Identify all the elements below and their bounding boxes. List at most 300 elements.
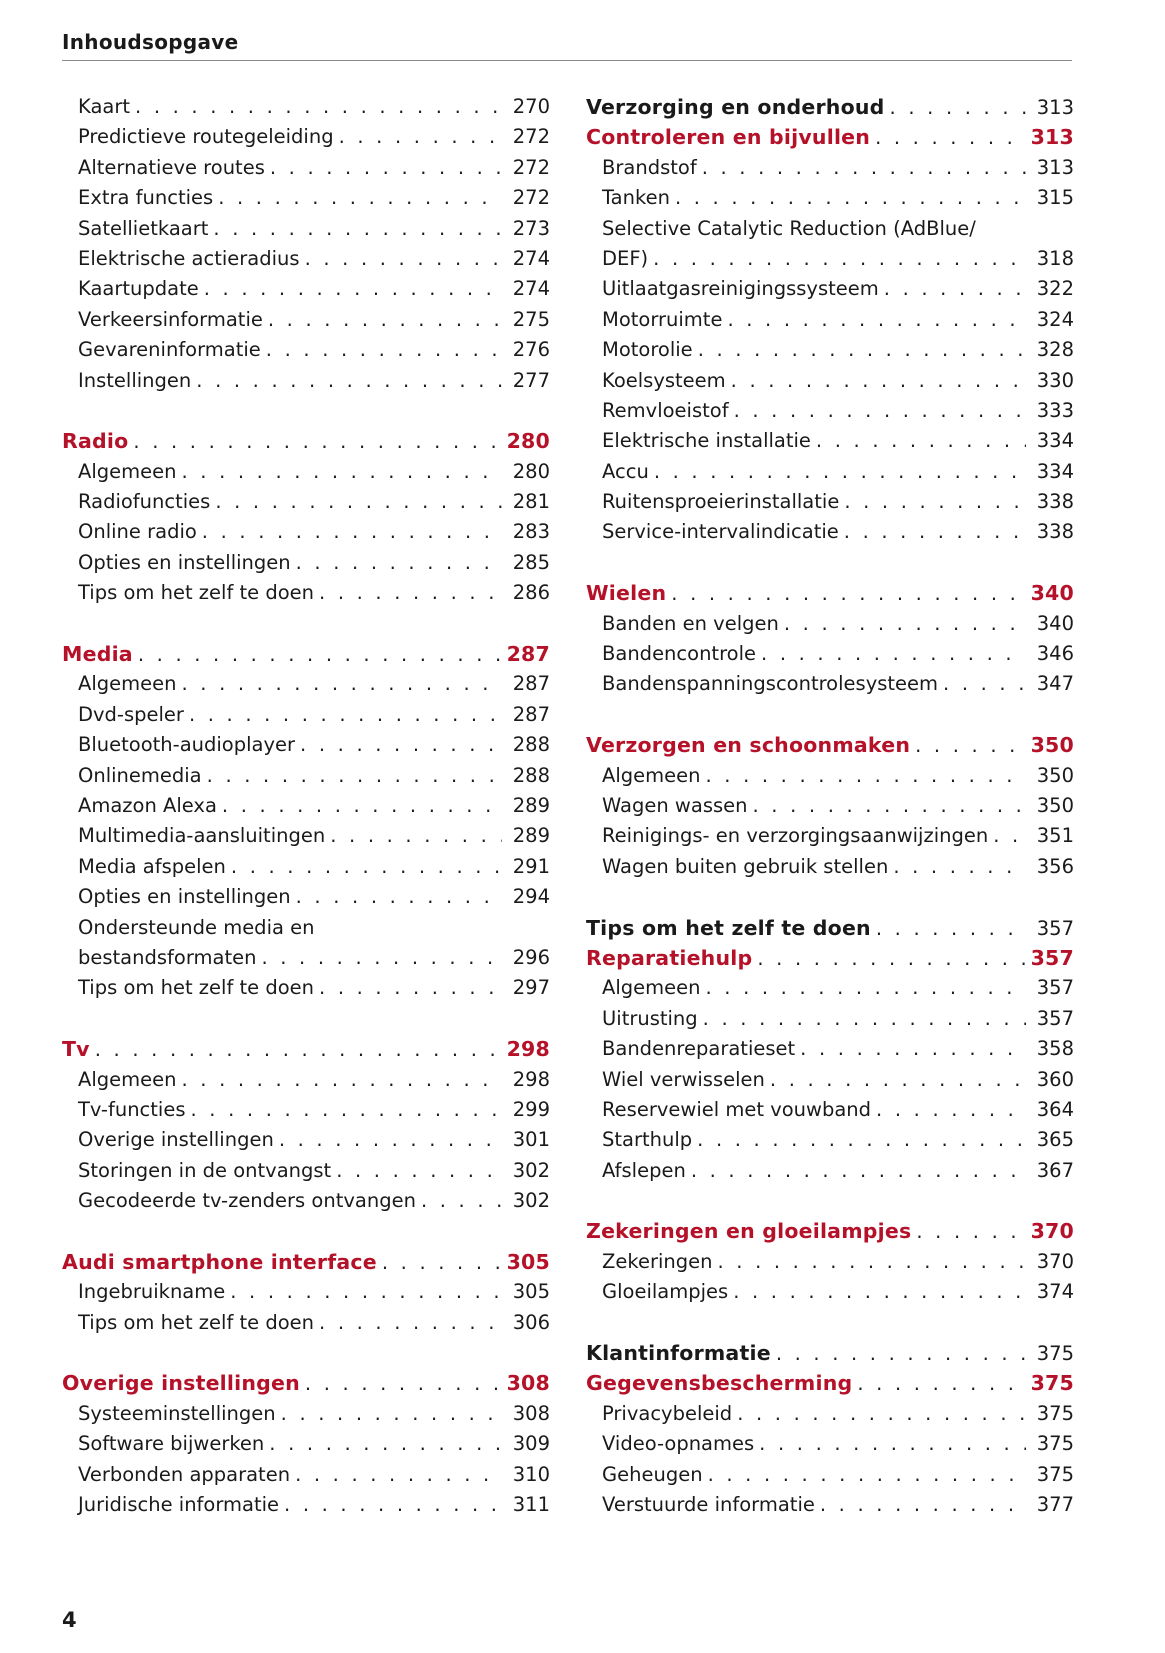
toc-entry[interactable] — [62, 487, 550, 517]
toc-entry-page: 289 — [512, 824, 550, 848]
toc-entry[interactable] — [62, 1065, 550, 1095]
toc-entry-page: 313 — [1036, 96, 1074, 119]
toc-entry-label: Uitrusting — [602, 1006, 698, 1030]
dot-leader — [319, 973, 502, 1003]
toc-entry[interactable] — [586, 1429, 1074, 1459]
toc-entry-label: Bandencontrole — [602, 642, 757, 666]
dot-leader — [421, 1186, 502, 1216]
toc-entry[interactable] — [586, 669, 1074, 699]
toc-entry-label: Opties en instellingen — [78, 885, 291, 909]
toc-entry[interactable] — [62, 1156, 550, 1186]
toc-entry-page: 306 — [512, 1310, 550, 1334]
dot-leader — [770, 1065, 1026, 1095]
toc-entry[interactable] — [62, 791, 550, 821]
toc-entry[interactable] — [62, 1308, 550, 1338]
toc-entry-page: 350 — [1036, 793, 1074, 817]
toc-entry-label: Verstuurde informatie — [602, 1492, 815, 1516]
dot-leader — [708, 1460, 1026, 1490]
toc-chapter-entry[interactable] — [586, 122, 1074, 152]
toc-entry[interactable] — [62, 700, 550, 730]
toc-entry[interactable] — [586, 1277, 1074, 1307]
dot-leader — [181, 669, 502, 699]
toc-entry-page: 313 — [1036, 155, 1074, 179]
dot-leader — [319, 578, 502, 608]
toc-entry-page: 375 — [1036, 1401, 1074, 1425]
dot-leader — [330, 821, 502, 851]
toc-entry-page: 296 — [512, 945, 550, 969]
toc-entry[interactable] — [62, 973, 550, 1003]
section-gap — [586, 548, 1074, 578]
dot-leader — [270, 153, 502, 183]
toc-entry-label: Wagen buiten gebruik stellen — [602, 854, 889, 878]
toc-entry[interactable] — [586, 609, 1074, 639]
dot-leader — [296, 548, 502, 578]
toc-entry-page: 270 — [512, 95, 550, 118]
dot-leader — [281, 1399, 502, 1429]
toc-entry-label: Gevareninformatie — [78, 338, 261, 362]
toc-entry[interactable] — [62, 1186, 550, 1216]
toc-entry-page: 309 — [512, 1432, 550, 1456]
toc-entry-page: 302 — [512, 1189, 550, 1213]
toc-entry-page: 338 — [1036, 490, 1074, 514]
section-gap — [586, 1308, 1074, 1338]
toc-entry-label: Tv — [62, 1037, 90, 1062]
toc-entry-page: 299 — [512, 1097, 550, 1121]
toc-entry[interactable] — [586, 1065, 1074, 1095]
toc-entry-label: Reservewiel met vouwband — [602, 1097, 872, 1121]
toc-entry-page: 334 — [1036, 429, 1074, 453]
dot-leader — [875, 123, 1025, 153]
toc-entry-label: Gecodeerde tv-zenders ontvangen — [78, 1189, 416, 1213]
dot-leader — [222, 791, 502, 821]
toc-entry[interactable] — [586, 396, 1074, 426]
toc-entry-page: 375 — [1036, 1432, 1074, 1456]
toc-entry-label: Motorruimte — [602, 307, 723, 331]
section-gap — [586, 1186, 1074, 1216]
dot-leader — [138, 640, 501, 670]
toc-chapter-entry[interactable] — [62, 639, 550, 669]
toc-entry-page: 364 — [1036, 1097, 1074, 1121]
dot-leader — [800, 1034, 1026, 1064]
toc-entry-label: Controleren en bijvullen — [586, 125, 871, 150]
toc-entry[interactable] — [586, 183, 1074, 213]
toc-entry-page: 370 — [1030, 1219, 1074, 1244]
toc-entry-label: Bandenreparatieset — [602, 1037, 796, 1061]
toc-entry[interactable] — [62, 761, 550, 791]
toc-entry[interactable] — [586, 1399, 1074, 1429]
dot-leader — [654, 457, 1026, 487]
toc-entry-label: Algemeen — [602, 763, 701, 787]
toc-entry[interactable] — [586, 852, 1074, 882]
toc-entry[interactable] — [62, 548, 550, 578]
toc-chapter-entry[interactable] — [62, 1247, 550, 1277]
dot-leader — [731, 366, 1026, 396]
dot-leader — [820, 1490, 1026, 1520]
dot-leader — [943, 669, 1026, 699]
toc-entry[interactable] — [62, 943, 550, 973]
toc-entry-wrapped-line — [62, 913, 550, 943]
dot-leader — [261, 943, 502, 973]
toc-chapter-entry[interactable] — [586, 1368, 1074, 1398]
toc-entry-page: 358 — [1036, 1037, 1074, 1061]
toc-entry[interactable] — [62, 335, 550, 365]
toc-entry[interactable] — [586, 517, 1074, 547]
dot-leader — [761, 639, 1026, 669]
toc-entry[interactable] — [586, 335, 1074, 365]
toc-entry-label: Zekeringen — [602, 1249, 713, 1273]
dot-leader — [295, 1460, 502, 1490]
toc-entry-page: 310 — [512, 1462, 550, 1486]
dot-leader — [266, 335, 502, 365]
toc-entry[interactable] — [62, 92, 550, 122]
toc-entry[interactable] — [586, 153, 1074, 183]
toc-entry-page: 280 — [506, 429, 550, 454]
dot-leader — [698, 335, 1026, 365]
toc-entry[interactable] — [586, 274, 1074, 304]
toc-entry-page: 305 — [506, 1249, 550, 1274]
toc-entry-page: 305 — [512, 1280, 550, 1304]
toc-chapter-entry[interactable] — [586, 913, 1074, 943]
toc-chapter-entry[interactable] — [586, 1216, 1074, 1246]
toc-entry[interactable] — [62, 457, 550, 487]
toc-entry-label: Brandstof — [602, 155, 697, 179]
toc-entry-page: 308 — [512, 1401, 550, 1425]
toc-entry-label: Verkeersinformatie — [78, 307, 263, 331]
toc-entry-label: Audi smartphone interface — [62, 1249, 377, 1274]
toc-entry-page: 272 — [512, 125, 550, 149]
toc-entry-page: 357 — [1036, 916, 1074, 940]
toc-entry[interactable] — [62, 1399, 550, 1429]
toc-entry-label: Bandenspanningscontrolesysteem — [602, 672, 939, 696]
dot-leader — [319, 1308, 502, 1338]
section-gap — [62, 1004, 550, 1034]
dot-leader — [884, 274, 1026, 304]
toc-entry[interactable] — [586, 366, 1074, 396]
dot-leader — [133, 427, 500, 457]
toc-entry-label: Media afspelen — [78, 854, 226, 878]
toc-entry-label: Dvd-speler — [78, 702, 184, 726]
toc-entry[interactable] — [586, 821, 1074, 851]
dot-leader — [759, 1429, 1026, 1459]
toc-entry[interactable] — [586, 244, 1074, 274]
dot-leader — [703, 1004, 1026, 1034]
toc-entry-label: Kaartupdate — [78, 277, 199, 301]
toc-entry-label: Tips om het zelf te doen — [78, 581, 315, 605]
toc-entry-label: bestandsformaten — [78, 945, 257, 969]
toc-entry-label: Media — [62, 642, 133, 667]
toc-entry-label: Wagen wassen — [602, 793, 748, 817]
toc-entry-label: Radio — [62, 429, 129, 454]
toc-entry-page: 277 — [512, 368, 550, 392]
toc-entry-page: 273 — [512, 216, 550, 240]
dot-leader — [697, 1125, 1026, 1155]
toc-entry-label: Instellingen — [78, 368, 192, 392]
toc-chapter-entry[interactable] — [586, 578, 1074, 608]
toc-entry-label: Software bijwerken — [78, 1432, 265, 1456]
toc-entry-page: 302 — [512, 1158, 550, 1182]
toc-entry[interactable] — [586, 1156, 1074, 1186]
section-gap — [586, 882, 1074, 912]
toc-entry-label: Koelsysteem — [602, 368, 726, 392]
dot-leader — [305, 244, 502, 274]
toc-entry-page: 275 — [512, 307, 550, 331]
toc-entry-label: Algemeen — [78, 1067, 177, 1091]
toc-entry-label: Tv-functies — [78, 1097, 186, 1121]
dot-leader — [191, 1095, 503, 1125]
toc-chapter-entry[interactable] — [62, 1034, 550, 1064]
toc-entry-page: 301 — [512, 1128, 550, 1152]
dot-leader — [231, 852, 502, 882]
dot-leader — [653, 244, 1026, 274]
dot-leader — [890, 93, 1026, 123]
toc-entry-page: 377 — [1036, 1492, 1074, 1516]
toc-entry[interactable] — [586, 1095, 1074, 1125]
dot-leader — [189, 700, 502, 730]
dot-leader — [993, 821, 1026, 851]
toc-entry[interactable] — [62, 244, 550, 274]
toc-entry[interactable] — [62, 1429, 550, 1459]
toc-entry-label: Predictieve routegeleiding — [78, 125, 334, 149]
dot-leader — [916, 1217, 1024, 1247]
dot-leader — [737, 1399, 1026, 1429]
toc-entry-page: 322 — [1036, 277, 1074, 301]
toc-entry-page: 365 — [1036, 1128, 1074, 1152]
dot-leader — [204, 274, 502, 304]
toc-entry-page: 311 — [512, 1492, 550, 1516]
toc-entry[interactable] — [586, 487, 1074, 517]
toc-entry-label: Opties en instellingen — [78, 550, 291, 574]
dot-leader — [215, 487, 502, 517]
toc-entry[interactable] — [586, 1490, 1074, 1520]
toc-entry-label: Tips om het zelf te doen — [78, 976, 315, 1000]
toc-entry-label: Wielen — [586, 581, 667, 606]
toc-entry[interactable] — [62, 1277, 550, 1307]
toc-entry-page: 357 — [1030, 945, 1074, 970]
toc-entry-page: 298 — [512, 1067, 550, 1091]
toc-entry[interactable] — [62, 305, 550, 335]
section-gap — [586, 700, 1074, 730]
toc-entry[interactable] — [62, 852, 550, 882]
toc-entry-label: Multimedia-aansluitingen — [78, 824, 326, 848]
toc-entry-label: Zekeringen en gloeilampjes — [586, 1219, 912, 1244]
toc-entry[interactable] — [586, 973, 1074, 1003]
dot-leader — [95, 1035, 501, 1065]
toc-entry-label: Uitlaatgasreinigingssysteem — [602, 277, 879, 301]
toc-entry-page: 367 — [1036, 1158, 1074, 1182]
toc-entry-page: 328 — [1036, 338, 1074, 362]
toc-entry-page: 351 — [1036, 824, 1074, 848]
toc-entry[interactable] — [62, 517, 550, 547]
dot-leader — [816, 426, 1026, 456]
dot-leader — [279, 1125, 502, 1155]
toc-entry[interactable] — [62, 153, 550, 183]
toc-entry-page: 340 — [1036, 611, 1074, 635]
toc-entry[interactable] — [586, 1460, 1074, 1490]
toc-entry-label: Selective Catalytic Reduction (AdBlue/ — [602, 216, 976, 240]
toc-entry-page: 334 — [1036, 459, 1074, 483]
dot-leader — [727, 305, 1026, 335]
toc-entry-page: 347 — [1036, 672, 1074, 696]
toc-entry[interactable] — [62, 669, 550, 699]
toc-entry-page: 287 — [512, 702, 550, 726]
toc-entry[interactable] — [62, 1490, 550, 1520]
dot-leader — [757, 944, 1024, 974]
toc-entry-label: Alternatieve routes — [78, 155, 265, 179]
toc-entry[interactable] — [62, 214, 550, 244]
toc-entry-label: Tanken — [602, 186, 670, 210]
toc-chapter-entry[interactable] — [586, 943, 1074, 973]
dot-leader — [269, 1429, 502, 1459]
dot-leader — [844, 517, 1026, 547]
toc-entry-page: 286 — [512, 581, 550, 605]
dot-leader — [339, 122, 502, 152]
toc-entry-label: Ondersteunde media en — [78, 915, 315, 939]
dot-leader — [382, 1248, 501, 1278]
toc-entry-label: Satellietkaart — [78, 216, 209, 240]
toc-entry-page: 330 — [1036, 368, 1074, 392]
toc-entry[interactable] — [586, 1034, 1074, 1064]
toc-entry-page: 360 — [1036, 1067, 1074, 1091]
toc-entry-label: Reparatiehulp — [586, 945, 753, 970]
toc-entry-page: 346 — [1036, 642, 1074, 666]
dot-leader — [305, 1369, 501, 1399]
toc-entry-label: Algemeen — [78, 672, 177, 696]
toc-entry-label: Extra functies — [78, 186, 214, 210]
dot-leader — [717, 1247, 1026, 1277]
toc-entry-page: 340 — [1030, 581, 1074, 606]
dot-leader — [296, 882, 502, 912]
toc-entry-label: Verbonden apparaten — [78, 1462, 291, 1486]
toc-entry-label: Ruitensproeierinstallatie — [602, 490, 840, 514]
toc-entry-page: 350 — [1030, 733, 1074, 758]
toc-entry-label: Algemeen — [78, 459, 177, 483]
toc-entry-page: 272 — [512, 186, 550, 210]
toc-entry-page: 374 — [1036, 1280, 1074, 1304]
toc-entry[interactable] — [62, 882, 550, 912]
toc-entry-label: Wiel verwisselen — [602, 1067, 765, 1091]
toc-entry-label: Motorolie — [602, 338, 693, 362]
toc-entry-page: 297 — [512, 976, 550, 1000]
toc-entry[interactable] — [586, 761, 1074, 791]
dot-leader — [876, 914, 1026, 944]
toc-entry[interactable] — [62, 122, 550, 152]
toc-entry-label: Ingebruikname — [78, 1280, 226, 1304]
toc-entry-label: Reinigings- en verzorgingsaanwijzingen — [602, 824, 989, 848]
toc-entry[interactable] — [586, 1125, 1074, 1155]
toc-entry-label: Storingen in de ontvangst — [78, 1158, 332, 1182]
toc-entry[interactable] — [62, 274, 550, 304]
toc-entry-label: Juridische informatie — [78, 1492, 280, 1516]
toc-entry[interactable] — [62, 183, 550, 213]
dot-leader — [196, 366, 502, 396]
section-gap — [62, 1338, 550, 1368]
dot-leader — [213, 214, 502, 244]
toc-chapter-entry[interactable] — [586, 730, 1074, 760]
toc-entry-label: Algemeen — [602, 976, 701, 1000]
toc-entry[interactable] — [586, 1004, 1074, 1034]
dot-leader — [876, 1095, 1026, 1125]
toc-chapter-entry[interactable] — [586, 92, 1074, 122]
toc-entry-label: Overige instellingen — [62, 1371, 300, 1396]
toc-entry-page: 298 — [506, 1037, 550, 1062]
toc-entry-page: 281 — [512, 490, 550, 514]
toc-entry-label: Privacybeleid — [602, 1401, 733, 1425]
page-title: Inhoudsopgave — [62, 30, 239, 54]
page-number: 4 — [62, 1608, 77, 1632]
toc-entry[interactable] — [586, 639, 1074, 669]
toc-entry-page: 370 — [1036, 1249, 1074, 1273]
dot-leader — [753, 791, 1027, 821]
toc-entry-page: 375 — [1036, 1462, 1074, 1486]
toc-entry[interactable] — [586, 305, 1074, 335]
toc-entry-label: Remvloeistof — [602, 398, 729, 422]
toc-entry-label: Amazon Alexa — [78, 793, 217, 817]
toc-entry-wrapped-line — [586, 214, 1074, 244]
dot-leader — [893, 852, 1026, 882]
toc-chapter-entry[interactable] — [586, 1338, 1074, 1368]
dot-leader — [284, 1490, 502, 1520]
toc-entry-label: Geheugen — [602, 1462, 703, 1486]
toc-chapter-entry[interactable] — [62, 1368, 550, 1398]
toc-entry-label: Kaart — [78, 95, 131, 118]
toc-entry[interactable] — [62, 366, 550, 396]
toc-entry-page: 294 — [512, 885, 550, 909]
toc-entry[interactable] — [62, 730, 550, 760]
toc-entry[interactable] — [586, 1247, 1074, 1277]
dot-leader — [268, 305, 502, 335]
dot-leader — [702, 153, 1026, 183]
dot-leader — [230, 1277, 502, 1307]
toc-entry-label: Accu — [602, 459, 649, 483]
section-gap — [62, 609, 550, 639]
toc-entry-label: Banden en velgen — [602, 611, 779, 635]
toc-entry-page: 280 — [512, 459, 550, 483]
dot-leader — [135, 92, 502, 122]
toc-entry-page: 289 — [512, 793, 550, 817]
toc-entry-label: Tips om het zelf te doen — [586, 915, 871, 940]
dot-leader — [300, 730, 502, 760]
toc-entry-label: Gegevensbescherming — [586, 1371, 853, 1396]
toc-entry-page: 272 — [512, 155, 550, 179]
section-gap — [62, 396, 550, 426]
toc-entry-page: 283 — [512, 520, 550, 544]
toc-entry-label: Online radio — [78, 520, 197, 544]
toc-entry-page: 375 — [1030, 1371, 1074, 1396]
dot-leader — [181, 1065, 502, 1095]
toc-entry-page: 288 — [512, 733, 550, 757]
toc-chapter-entry[interactable] — [62, 426, 550, 456]
toc-entry[interactable] — [586, 457, 1074, 487]
toc-entry[interactable] — [62, 1125, 550, 1155]
toc-entry-page: 287 — [506, 642, 550, 667]
dot-leader — [675, 183, 1026, 213]
toc-entry-label: Afslepen — [602, 1158, 686, 1182]
toc-entry-label: Elektrische actieradius — [78, 246, 300, 270]
toc-entry[interactable] — [62, 1095, 550, 1125]
toc-column-left — [62, 92, 550, 1520]
dot-leader — [784, 609, 1026, 639]
toc-entry-label: Overige instellingen — [78, 1128, 274, 1152]
toc-entry[interactable] — [62, 578, 550, 608]
toc-entry[interactable] — [586, 791, 1074, 821]
toc-entry-page: 350 — [1036, 763, 1074, 787]
toc-entry-page: 288 — [512, 763, 550, 787]
toc-entry[interactable] — [586, 426, 1074, 456]
toc-entry[interactable] — [62, 1460, 550, 1490]
toc-entry-page: 291 — [512, 854, 550, 878]
toc-entry[interactable] — [62, 821, 550, 851]
toc-entry-label: Onlinemedia — [78, 763, 202, 787]
